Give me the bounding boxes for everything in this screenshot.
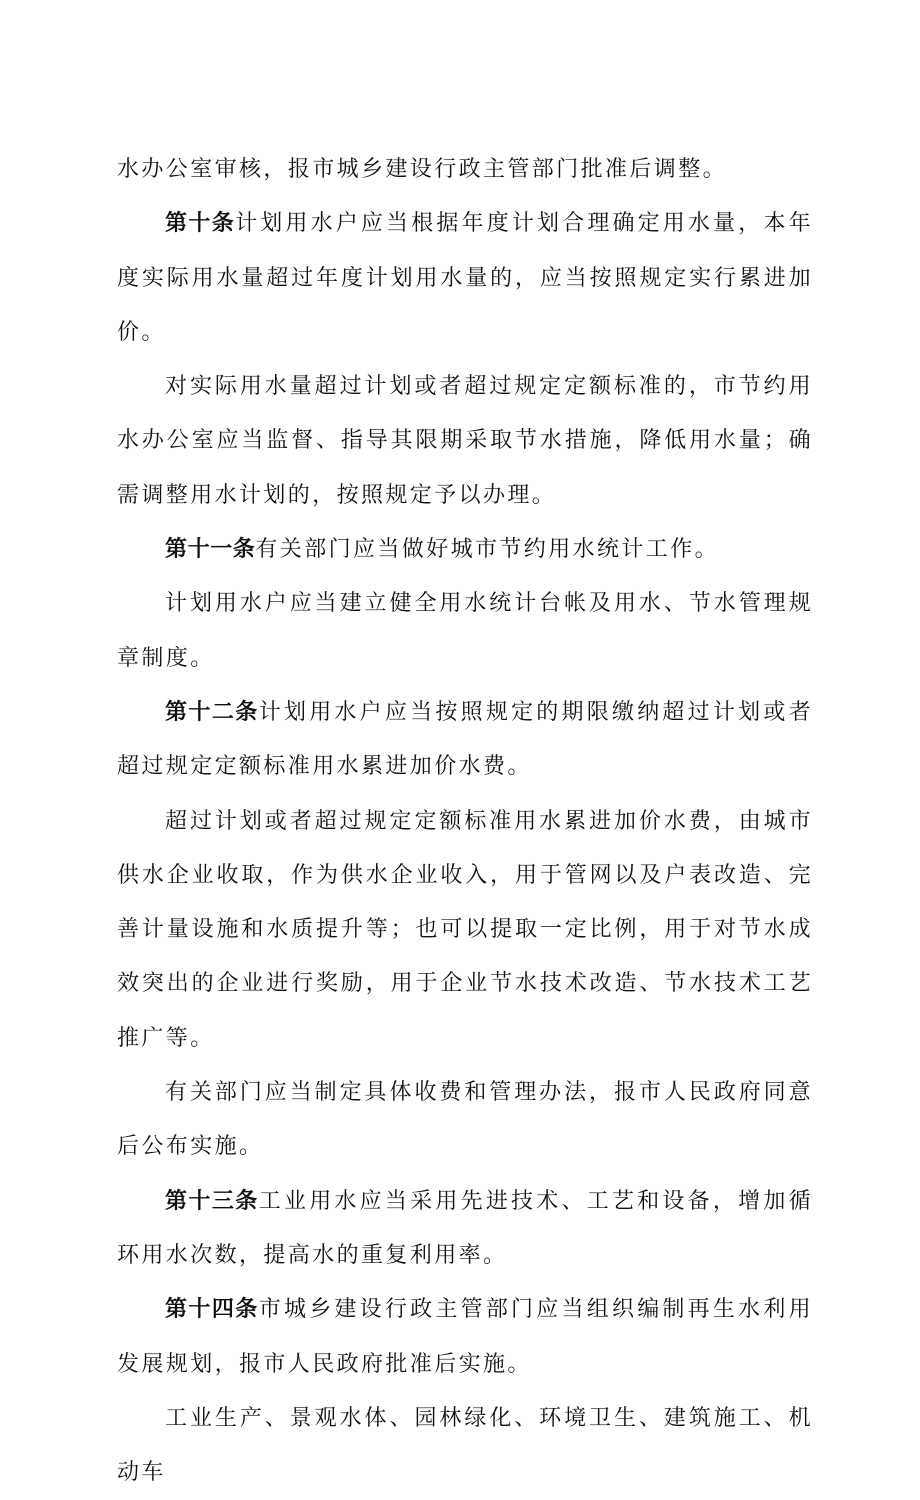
paragraph-text: 有关部门应当制定具体收费和管理办法，报市人民政府同意后公布实施。 xyxy=(117,1080,813,1160)
document-body xyxy=(117,143,813,1500)
paragraph-article-13 xyxy=(117,1175,813,1284)
article-number: 第十一条 xyxy=(165,537,256,563)
paragraph-text: 市城乡建设行政主管部门应当组织编制再生水利用发展规划，报市人民政府批准后实施。 xyxy=(117,1297,813,1377)
paragraph-article-12 xyxy=(117,686,813,795)
paragraph xyxy=(117,1066,813,1175)
paragraph xyxy=(117,1392,813,1500)
paragraph-text: 对实际用水量超过计划或者超过规定定额标准的，市节约用水办公室应当监督、指导其限期采取节水措施，降低用水量；确需调整用水计划的，按照规定予以办理。 xyxy=(117,374,813,508)
paragraph-text: 工业用水应当采用先进技术、工艺和设备，增加循环用水次数，提高水的重复利用率。 xyxy=(117,1188,813,1268)
article-number: 第十三条 xyxy=(165,1188,259,1214)
paragraph-text: 水办公室审核，报市城乡建设行政主管部门批准后调整。 xyxy=(117,157,728,182)
paragraph-article-11 xyxy=(117,523,813,577)
article-number: 第十四条 xyxy=(165,1297,259,1323)
article-number: 第十条 xyxy=(165,211,236,237)
article-number: 第十二条 xyxy=(165,699,259,725)
paragraph-text: 超过计划或者超过规定定额标准用水累进加价水费，由城市供水企业收取，作为供水企业收入，用于管网以及户表改造、完善计量设施和水质提升等；也可以提取一定比例，用于对节水成效突出的企业进行奖励，用于企业节水技术改造、节水技术工艺推广等。 xyxy=(117,808,813,1051)
paragraph xyxy=(117,795,813,1066)
paragraph xyxy=(117,360,813,523)
paragraph-text: 计划用水户应当按照规定的期限缴纳超过计划或者超过规定定额标准用水累进加价水费。 xyxy=(117,699,813,780)
paragraph-text: 工业生产、景观水体、园林绿化、环境卫生、建筑施工、机动车 xyxy=(117,1405,813,1486)
paragraph-text: 计划用水户应当建立健全用水统计台帐及用水、节水管理规章制度。 xyxy=(117,591,813,671)
paragraph-text: 有关部门应当做好城市节约用水统计工作。 xyxy=(255,537,720,563)
paragraph-article-10 xyxy=(117,197,813,360)
paragraph xyxy=(117,577,813,686)
paragraph-article-14 xyxy=(117,1283,813,1392)
paragraph-text: 计划用水户应当根据年度计划合理确定用水量，本年度实际用水量超过年度计划用水量的，应当按照规定实行累进加价。 xyxy=(117,211,814,345)
paragraph xyxy=(117,143,813,197)
